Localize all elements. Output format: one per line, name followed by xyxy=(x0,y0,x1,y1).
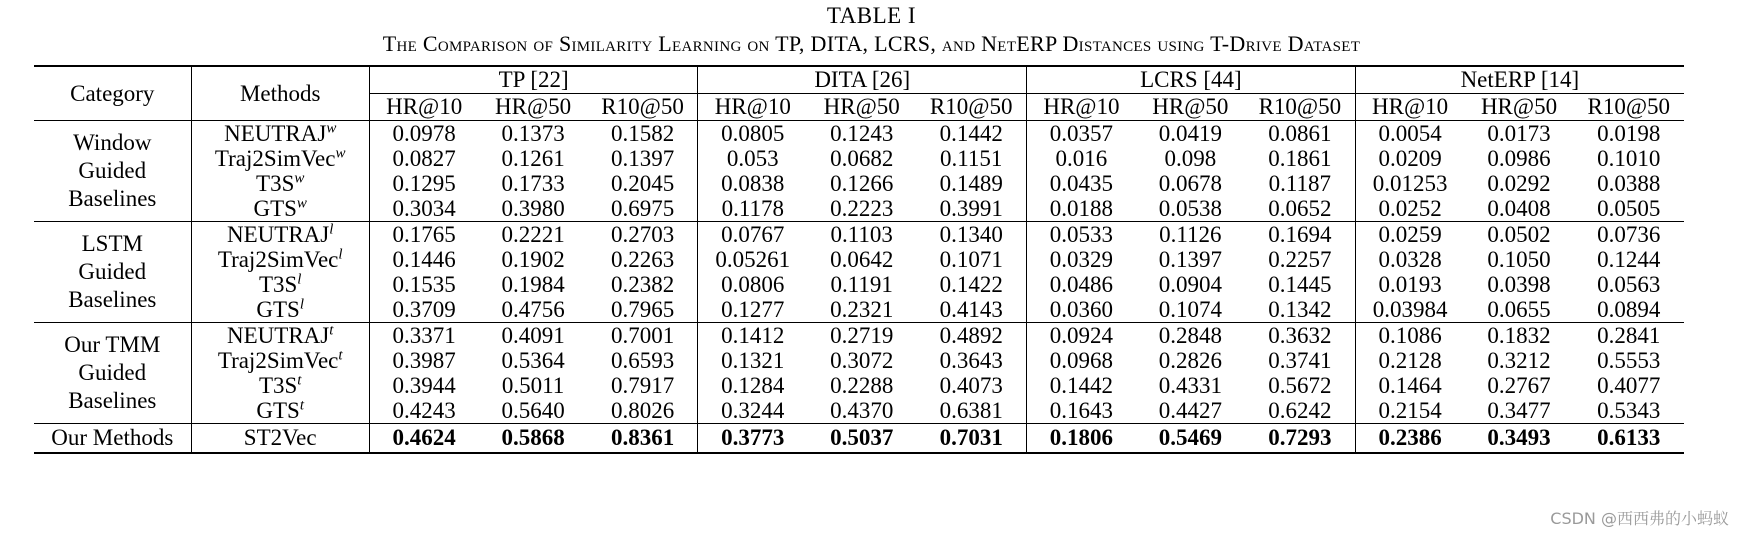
value-cell: 0.6975 xyxy=(588,196,698,222)
value-cell: 0.5469 xyxy=(1136,424,1245,454)
table-row xyxy=(34,121,1684,147)
value-cell: 0.1442 xyxy=(916,121,1026,147)
value-cell: 0.0486 xyxy=(1049,271,1114,297)
method-superscript: l xyxy=(338,245,343,262)
header-metric: HR@10 xyxy=(1027,94,1136,121)
method-superscript: t xyxy=(299,396,305,413)
category-cell xyxy=(34,121,191,222)
value-cell: 0.4427 xyxy=(1158,397,1222,423)
method-cell xyxy=(191,222,369,248)
value-cell: 0.3987 xyxy=(392,347,456,373)
value-cell: 0.0292 xyxy=(1487,170,1551,196)
value-cell: 0.0328 xyxy=(1378,246,1442,272)
value-cell: 0.3632 xyxy=(1245,323,1355,349)
header-row-groups xyxy=(34,66,1684,94)
value-cell: 0.1295 xyxy=(392,170,456,196)
value-cell: 0.1103 xyxy=(807,222,916,248)
value-cell: 0.0682 xyxy=(830,145,894,171)
method-cell xyxy=(191,171,369,196)
value-cell: 0.0054 xyxy=(1355,121,1464,147)
value-cell: 0.3643 xyxy=(916,348,1026,373)
value-cell: 0.7001 xyxy=(588,323,698,349)
header-metric: HR@50 xyxy=(807,94,916,121)
value-cell: 0.2257 xyxy=(1245,247,1355,272)
value-cell: 0.0827 xyxy=(392,145,456,171)
method-name: NEUTRAJ xyxy=(227,221,330,247)
value-cell: 0.3371 xyxy=(369,323,478,349)
method-name: Traj2SimVec xyxy=(214,145,336,171)
value-cell: 0.1074 xyxy=(1158,296,1222,322)
value-cell: 0.3773 xyxy=(698,424,807,454)
category-line: Our Methods xyxy=(51,425,174,450)
value-cell: 0.1412 xyxy=(698,323,807,349)
value-cell: 0.0533 xyxy=(1027,222,1136,248)
value-cell: 0.1442 xyxy=(1049,372,1114,398)
value-cell: 0.0652 xyxy=(1245,196,1355,222)
method-name: T3S xyxy=(258,271,298,297)
value-cell: 0.1071 xyxy=(916,247,1026,272)
method-name: NEUTRAJ xyxy=(227,322,330,348)
value-cell: 0.0986 xyxy=(1487,145,1551,171)
value-cell: 0.0188 xyxy=(1049,195,1114,221)
header-group-neterp: NetERP [14] xyxy=(1355,66,1684,94)
method-superscript: l xyxy=(299,295,305,312)
category-line: Guided xyxy=(78,158,147,183)
value-cell: 0.0209 xyxy=(1378,145,1442,171)
category-line: Our TMM xyxy=(64,332,161,357)
value-cell: 0.1340 xyxy=(916,222,1026,248)
table-row xyxy=(34,297,1684,323)
value-cell: 0.2386 xyxy=(1355,424,1464,454)
value-cell: 0.0736 xyxy=(1574,222,1684,248)
value-cell: 0.2321 xyxy=(830,296,894,322)
table-row xyxy=(34,348,1684,373)
value-cell: 0.4756 xyxy=(501,296,565,322)
header-metric: HR@50 xyxy=(479,94,588,121)
value-cell: 0.1086 xyxy=(1355,323,1464,349)
method-cell xyxy=(191,196,369,222)
value-cell: 0.2848 xyxy=(1136,323,1245,349)
value-cell: 0.1445 xyxy=(1245,272,1355,297)
value-cell: 0.0388 xyxy=(1597,170,1661,196)
value-cell: 0.2223 xyxy=(830,195,894,221)
value-cell: 0.1694 xyxy=(1245,222,1355,248)
header-metric: R10@50 xyxy=(916,94,1026,121)
table-row xyxy=(34,196,1684,222)
value-cell: 0.7917 xyxy=(588,373,698,398)
value-cell: 0.0924 xyxy=(1027,323,1136,349)
table-row xyxy=(34,222,1684,248)
value-cell: 0.3980 xyxy=(501,195,565,221)
value-cell: 0.1643 xyxy=(1049,397,1114,423)
table-label: TABLE I xyxy=(826,3,917,28)
value-cell: 0.1397 xyxy=(1158,246,1222,272)
value-cell: 0.2288 xyxy=(830,372,894,398)
value-cell: 0.5672 xyxy=(1245,373,1355,398)
method-superscript: w xyxy=(335,144,346,161)
table-row xyxy=(34,272,1684,297)
value-cell: 0.2703 xyxy=(588,222,698,248)
value-cell: 0.3991 xyxy=(916,196,1026,222)
value-cell: 0.0538 xyxy=(1158,195,1222,221)
value-cell: 0.01253 xyxy=(1372,170,1448,196)
category-line: Baselines xyxy=(68,186,157,211)
value-cell: 0.0435 xyxy=(1049,170,1114,196)
value-cell: 0.5364 xyxy=(501,347,565,373)
value-cell: 0.6381 xyxy=(916,398,1026,424)
header-metric: HR@10 xyxy=(698,94,807,121)
value-cell: 0.1151 xyxy=(916,146,1026,171)
value-cell: 0.3741 xyxy=(1245,348,1355,373)
value-cell: 0.0642 xyxy=(830,246,894,272)
value-cell: 0.0193 xyxy=(1378,271,1442,297)
method-cell xyxy=(191,247,369,272)
value-cell: 0.0861 xyxy=(1245,121,1355,147)
value-cell: 0.0357 xyxy=(1027,121,1136,147)
value-cell: 0.5037 xyxy=(807,424,916,454)
value-cell: 0.1733 xyxy=(501,170,565,196)
header-methods: Methods xyxy=(191,66,369,121)
value-cell: 0.1050 xyxy=(1487,246,1551,272)
value-cell: 0.0655 xyxy=(1487,296,1551,322)
value-cell: 0.03984 xyxy=(1372,296,1448,322)
value-cell: 0.1861 xyxy=(1245,146,1355,171)
header-group-tp: TP [22] xyxy=(369,66,698,94)
value-cell: 0.1765 xyxy=(369,222,478,248)
value-cell: 0.3034 xyxy=(392,195,456,221)
value-cell: 0.1178 xyxy=(721,195,784,221)
value-cell: 0.3244 xyxy=(721,397,785,423)
value-cell: 0.4331 xyxy=(1158,372,1222,398)
value-cell: 0.1126 xyxy=(1136,222,1245,248)
value-cell: 0.1422 xyxy=(916,272,1026,297)
value-cell: 0.5011 xyxy=(501,372,565,398)
table-row xyxy=(34,247,1684,272)
category-line: LSTM xyxy=(81,231,143,256)
value-cell: 0.0904 xyxy=(1158,271,1222,297)
method-name: GTS xyxy=(253,195,297,221)
category-line: Baselines xyxy=(68,287,157,312)
value-cell: 0.05261 xyxy=(715,246,791,272)
value-cell: 0.3072 xyxy=(830,347,894,373)
watermark: CSDN @西西弗的小蚂蚁 xyxy=(1550,509,1729,528)
method-superscript: t xyxy=(338,346,343,363)
value-cell: 0.2382 xyxy=(588,272,698,297)
category-cell xyxy=(34,424,191,454)
value-cell: 0.2154 xyxy=(1378,397,1442,423)
value-cell: 0.1321 xyxy=(721,347,785,373)
value-cell: 0.6133 xyxy=(1574,424,1684,454)
value-cell: 0.0806 xyxy=(721,271,785,297)
method-name: Traj2SimVec xyxy=(217,347,339,373)
method-superscript: w xyxy=(294,169,305,186)
value-cell: 0.4077 xyxy=(1597,372,1661,398)
value-cell: 0.2221 xyxy=(479,222,588,248)
value-cell: 0.1397 xyxy=(588,146,698,171)
method-superscript: l xyxy=(329,220,334,237)
value-cell: 0.1984 xyxy=(501,271,565,297)
method-name: ST2Vec xyxy=(243,425,317,450)
value-cell: 0.3944 xyxy=(392,372,456,398)
method-cell xyxy=(191,373,369,398)
header-group-lcrs: LCRS [44] xyxy=(1027,66,1356,94)
value-cell: 0.1277 xyxy=(721,296,785,322)
value-cell: 0.4073 xyxy=(916,373,1026,398)
value-cell: 0.053 xyxy=(726,145,779,171)
value-cell: 0.1243 xyxy=(807,121,916,147)
category-cell xyxy=(34,222,191,323)
header-metric: HR@50 xyxy=(1464,94,1573,121)
header-metric: HR@10 xyxy=(369,94,478,121)
value-cell: 0.1489 xyxy=(916,171,1026,196)
value-cell: 0.1446 xyxy=(392,246,456,272)
value-cell: 0.2826 xyxy=(1158,347,1222,373)
value-cell: 0.0252 xyxy=(1378,195,1442,221)
value-cell: 0.0502 xyxy=(1464,222,1573,248)
header-group-dita: DITA [26] xyxy=(698,66,1027,94)
value-cell: 0.1342 xyxy=(1245,297,1355,323)
value-cell: 0.1187 xyxy=(1245,171,1355,196)
value-cell: 0.1373 xyxy=(479,121,588,147)
value-cell: 0.4892 xyxy=(916,323,1026,349)
method-superscript: w xyxy=(326,119,337,136)
table-row xyxy=(34,171,1684,196)
method-superscript: w xyxy=(296,194,307,211)
value-cell: 0.098 xyxy=(1164,145,1217,171)
method-cell xyxy=(191,146,369,171)
value-cell: 0.1902 xyxy=(501,246,565,272)
value-cell: 0.1464 xyxy=(1378,372,1442,398)
value-cell: 0.1806 xyxy=(1027,424,1136,454)
value-cell: 0.0894 xyxy=(1597,296,1661,322)
method-name: T3S xyxy=(258,372,298,398)
value-cell: 0.5868 xyxy=(479,424,588,454)
method-cell xyxy=(191,398,369,424)
header-metric: HR@10 xyxy=(1355,94,1464,121)
value-cell: 0.3212 xyxy=(1487,347,1551,373)
header-category: Category xyxy=(34,66,191,121)
value-cell: 0.0767 xyxy=(698,222,807,248)
table-row xyxy=(34,398,1684,424)
value-cell: 0.2841 xyxy=(1574,323,1684,349)
method-name: T3S xyxy=(256,170,295,196)
value-cell: 0.5640 xyxy=(501,397,565,423)
value-cell: 0.3493 xyxy=(1464,424,1573,454)
value-cell: 0.0173 xyxy=(1464,121,1573,147)
method-superscript: t xyxy=(297,371,302,388)
method-cell xyxy=(191,272,369,297)
method-name: NEUTRAJ xyxy=(224,120,327,146)
value-cell: 0.1284 xyxy=(721,372,785,398)
value-cell: 0.7293 xyxy=(1245,424,1355,454)
value-cell: 0.016 xyxy=(1055,145,1108,171)
method-name: Traj2SimVec xyxy=(217,246,339,272)
value-cell: 0.0678 xyxy=(1158,170,1222,196)
value-cell: 0.1535 xyxy=(392,271,456,297)
results-table xyxy=(34,65,1684,454)
value-cell: 0.2767 xyxy=(1487,372,1551,398)
value-cell: 0.8361 xyxy=(588,424,698,454)
header-metric: R10@50 xyxy=(588,94,698,121)
category-cell xyxy=(34,323,191,424)
table-row xyxy=(34,323,1684,349)
value-cell: 0.0259 xyxy=(1355,222,1464,248)
method-cell xyxy=(191,348,369,373)
value-cell: 0.5343 xyxy=(1597,397,1661,423)
value-cell: 0.6242 xyxy=(1245,398,1355,424)
category-line: Guided xyxy=(78,360,147,385)
value-cell: 0.3709 xyxy=(392,296,456,322)
category-line: Window xyxy=(73,130,152,155)
method-superscript: t xyxy=(329,321,334,338)
value-cell: 0.6593 xyxy=(588,348,698,373)
value-cell: 0.0805 xyxy=(698,121,807,147)
header-metric: HR@50 xyxy=(1136,94,1245,121)
value-cell: 0.0198 xyxy=(1574,121,1684,147)
value-cell: 0.5553 xyxy=(1597,347,1661,373)
value-cell: 0.1261 xyxy=(501,145,565,171)
table-title: The Comparison of Similarity Learning on TP, DITA, LCRS, and NetERP Distances using T-Drive Dataset xyxy=(382,31,1361,56)
value-cell: 0.2045 xyxy=(588,171,698,196)
category-line: Guided xyxy=(78,259,147,284)
value-cell: 0.0505 xyxy=(1597,195,1661,221)
value-cell: 0.4243 xyxy=(392,397,456,423)
value-cell: 0.1832 xyxy=(1464,323,1573,349)
value-cell: 0.1244 xyxy=(1597,246,1661,272)
value-cell: 0.1266 xyxy=(830,170,894,196)
value-cell: 0.0978 xyxy=(369,121,478,147)
header-metric: R10@50 xyxy=(1245,94,1355,121)
method-cell xyxy=(191,424,369,454)
value-cell: 0.0360 xyxy=(1049,296,1114,322)
value-cell: 0.0398 xyxy=(1487,271,1551,297)
value-cell: 0.0408 xyxy=(1487,195,1551,221)
method-name: GTS xyxy=(256,397,300,423)
value-cell: 0.0329 xyxy=(1049,246,1114,272)
value-cell: 0.1010 xyxy=(1597,145,1661,171)
value-cell: 0.4370 xyxy=(830,397,894,423)
table-row xyxy=(34,373,1684,398)
value-cell: 0.3477 xyxy=(1487,397,1551,423)
method-superscript: l xyxy=(297,270,302,287)
value-cell: 0.1191 xyxy=(830,271,893,297)
value-cell: 0.7031 xyxy=(916,424,1026,454)
header-metric: R10@50 xyxy=(1574,94,1684,121)
category-line: Baselines xyxy=(68,388,157,413)
value-cell: 0.8026 xyxy=(588,398,698,424)
method-cell xyxy=(191,297,369,323)
value-cell: 0.2128 xyxy=(1378,347,1442,373)
value-cell: 0.0419 xyxy=(1136,121,1245,147)
method-name: GTS xyxy=(256,296,300,322)
value-cell: 0.4143 xyxy=(916,297,1026,323)
value-cell: 0.0968 xyxy=(1049,347,1114,373)
table-row xyxy=(34,424,1684,454)
value-cell: 0.4091 xyxy=(479,323,588,349)
value-cell: 0.7965 xyxy=(588,297,698,323)
table-row xyxy=(34,146,1684,171)
method-cell xyxy=(191,121,369,147)
value-cell: 0.2263 xyxy=(588,247,698,272)
value-cell: 0.0563 xyxy=(1597,271,1661,297)
method-cell xyxy=(191,323,369,349)
value-cell: 0.0838 xyxy=(721,170,785,196)
value-cell: 0.2719 xyxy=(807,323,916,349)
value-cell: 0.4624 xyxy=(369,424,478,454)
value-cell: 0.1582 xyxy=(588,121,698,147)
